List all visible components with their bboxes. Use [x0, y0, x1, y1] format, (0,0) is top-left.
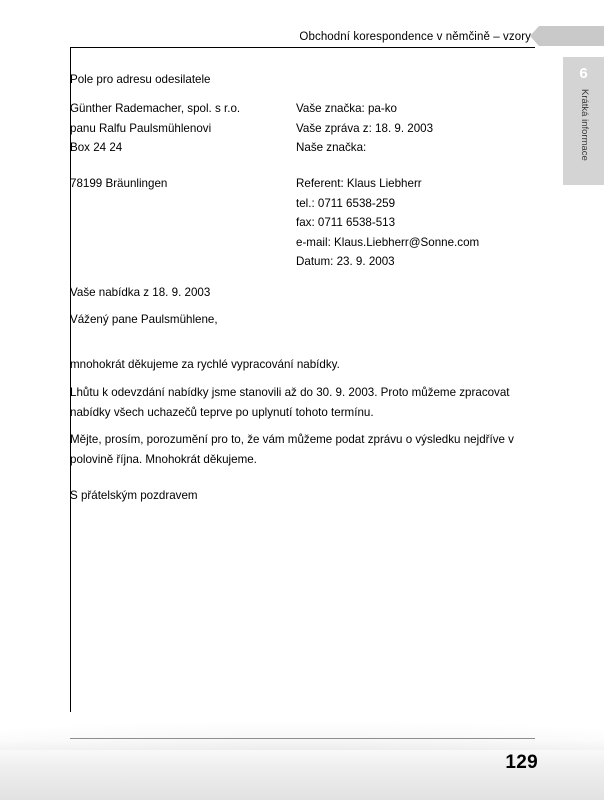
recipient-city-block — [70, 174, 295, 194]
contact-line: Referent: Klaus Liebherr — [296, 177, 422, 190]
chapter-label-vertical — [563, 87, 604, 183]
recipient-city: 78199 Bräunlingen — [70, 177, 168, 190]
reference-line: Naše značka: — [296, 141, 367, 154]
chapter-label: Krátká informace — [579, 89, 590, 161]
recipient-line: Günther Rademacher, spol. s r.o. — [70, 102, 241, 115]
chapter-number: 6 — [579, 65, 588, 82]
contact-line: Datum: 23. 9. 2003 — [296, 255, 395, 268]
reference-line: Vaše značka: pa-ko — [296, 102, 397, 115]
recipient-line: panu Ralfu Paulsmühlenovi — [70, 121, 212, 135]
paragraph-2 — [70, 383, 522, 422]
contact-line: tel.: 0711 6538-259 — [296, 196, 396, 210]
running-title: Obchodní korespondence v němčině – vzory — [299, 31, 531, 43]
subject-line: Vaše nabídka z 18. 9. 2003 — [70, 286, 211, 299]
footer-divider — [70, 738, 535, 739]
paragraph-text: Lhůtu k odevzdání nabídky jsme stanovili až do 30. 9. 2003. Proto můžeme zpracovat nabídky všech uchazečů teprve po uplynutí tohoto termínu. — [70, 386, 510, 419]
contact-line: e-mail: Klaus.Liebherr@Sonne.com — [296, 235, 480, 249]
closing: S přátelským pozdravem — [70, 489, 198, 502]
page-header — [70, 22, 535, 48]
header-divider — [70, 47, 535, 48]
sender-field-note-block — [70, 70, 211, 90]
closing-block — [70, 486, 522, 506]
reference-block — [296, 99, 536, 158]
contact-block — [296, 174, 536, 272]
salutation-block — [70, 310, 540, 330]
subject-block — [70, 283, 540, 303]
paragraph-text: Mějte, prosím, porozumění pro to, že vám můžeme podat zprávu o výsledku nejdříve v polovině října. Mnohokrát děkujeme. — [70, 433, 514, 466]
salutation: Vážený pane Paulsmühlene, — [70, 313, 218, 326]
contact-line: fax: 0711 6538-513 — [296, 216, 396, 229]
chapter-side-tab — [563, 57, 604, 185]
page-number: 129 — [505, 752, 538, 773]
recipient-line: Box 24 24 — [70, 141, 123, 154]
paragraph-text: mnohokrát děkujeme za rychlé vypracování nabídky. — [70, 358, 340, 371]
paragraph-1 — [70, 355, 522, 375]
recipient-address-block — [70, 99, 295, 158]
reference-line: Vaše zpráva z: 18. 9. 2003 — [296, 121, 434, 135]
sender-field-note: Pole pro adresu odesilatele — [70, 73, 211, 86]
header-tab-marker — [539, 26, 604, 46]
paragraph-3 — [70, 430, 522, 469]
